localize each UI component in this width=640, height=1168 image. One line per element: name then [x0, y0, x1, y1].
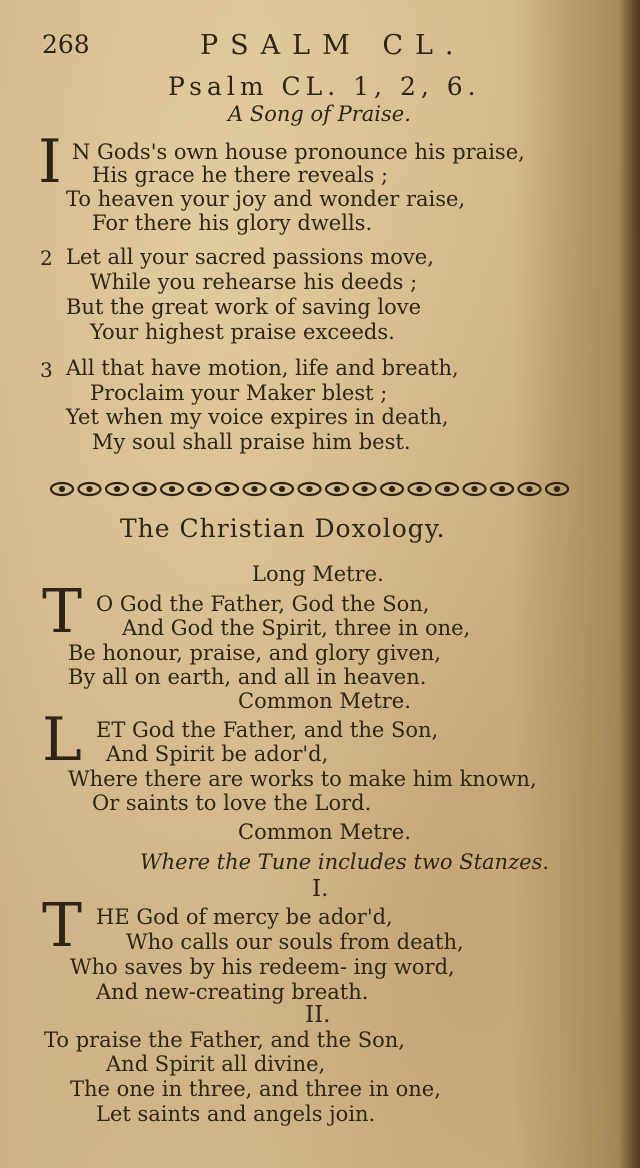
- verse-line: N Gods's own house pronounce his praise,: [72, 140, 525, 164]
- doxology-title: The Christian Doxology.: [120, 514, 446, 543]
- chain-dot: [60, 487, 64, 491]
- chain-dot: [225, 487, 229, 491]
- verse-line: To heaven your joy and wonder raise,: [66, 187, 466, 211]
- chain-dot: [335, 487, 339, 491]
- running-title: PSALM CL.: [200, 30, 466, 61]
- drop-cap: I: [38, 127, 62, 197]
- verse-line: For there his glory dwells.: [92, 211, 373, 235]
- psalm-subtitle: A Song of Praise.: [228, 102, 411, 126]
- chain-dot: [143, 487, 147, 491]
- chain-dot: [445, 487, 449, 491]
- verse-line: Who saves by his redeem- ing word,: [70, 955, 455, 979]
- metre-heading: Long Metre.: [252, 562, 384, 586]
- verse-line: To praise the Father, and the Son,: [44, 1028, 405, 1052]
- chain-dot: [473, 487, 477, 491]
- chain-dot: [198, 487, 202, 491]
- chain-dot: [308, 487, 312, 491]
- chain-dot: [390, 487, 394, 491]
- metre-heading: Common Metre.: [238, 820, 411, 844]
- verse-line: By all on earth, and all in heaven.: [68, 665, 427, 689]
- verse-line: HE God of mercy be ador'd,: [96, 905, 393, 929]
- metre-heading: Common Metre.: [238, 689, 411, 713]
- verse-line: But the great work of saving love: [66, 295, 422, 319]
- psalm-title: Psalm CL. 1, 2, 6.: [168, 72, 481, 101]
- stanza-number: 2: [40, 246, 53, 270]
- verse-line: Let saints and angels join.: [96, 1102, 376, 1126]
- chain-dot: [170, 487, 174, 491]
- verse-line: And Spirit all divine,: [106, 1052, 326, 1076]
- verse-line: And new-creating breath.: [96, 980, 369, 1004]
- ornamental-divider: [48, 478, 580, 500]
- verse-line: Proclaim your Maker blest ;: [90, 381, 388, 405]
- drop-cap: T: [42, 891, 83, 961]
- verse-line: Who calls our souls from death,: [126, 930, 464, 954]
- verse-line: O God the Father, God the Son,: [96, 592, 430, 616]
- verse-line: Where there are works to make him known,: [68, 767, 537, 791]
- chain-dot: [418, 487, 422, 491]
- page-number: 268: [42, 30, 90, 59]
- chain-dot: [280, 487, 284, 491]
- verse-line: All that have motion, life and breath,: [66, 356, 459, 380]
- chain-dot: [555, 487, 559, 491]
- verse-line: Or saints to love the Lord.: [92, 791, 372, 815]
- chain-dot: [115, 487, 119, 491]
- verse-line: Be honour, praise, and glory given,: [68, 641, 441, 665]
- verse-line: And God the Spirit, three in one,: [122, 616, 471, 640]
- verse-line: And Spirit be ador'd,: [106, 742, 329, 766]
- part-numeral: II.: [305, 1002, 331, 1028]
- page-edge-shadow: [618, 0, 640, 1168]
- part-numeral: I.: [312, 876, 329, 902]
- metre-note: Where the Tune includes two Stanzes.: [140, 850, 550, 874]
- verse-line: My soul shall praise him best.: [92, 430, 411, 454]
- drop-cap: T: [42, 577, 83, 647]
- verse-line: His grace he there reveals ;: [92, 163, 389, 187]
- verse-line: Your highest praise exceeds.: [90, 320, 395, 344]
- stanza-number: 3: [40, 358, 53, 382]
- verse-line: ET God the Father, and the Son,: [96, 718, 439, 742]
- verse-line: While you rehearse his deeds ;: [90, 270, 418, 294]
- chain-dot: [500, 487, 504, 491]
- chain-dot: [363, 487, 367, 491]
- drop-cap: L: [42, 705, 82, 775]
- verse-line: The one in three, and three in one,: [70, 1077, 441, 1101]
- verse-line: Let all your sacred passions move,: [66, 245, 434, 269]
- chain-dot: [88, 487, 92, 491]
- chain-dot: [528, 487, 532, 491]
- verse-line: Yet when my voice expires in death,: [66, 405, 449, 429]
- chain-dot: [253, 487, 257, 491]
